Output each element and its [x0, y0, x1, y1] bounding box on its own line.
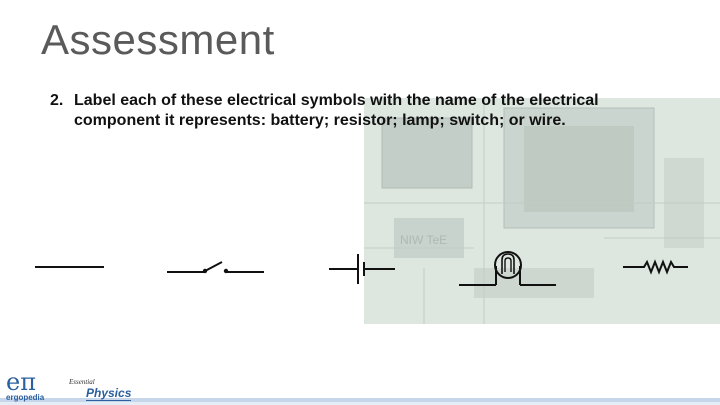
essential-physics-logo — [66, 378, 140, 402]
ergopedia-logo-glyph: eπ — [6, 368, 36, 396]
svg-text:NIW TeE: NIW TeE — [400, 233, 448, 247]
question-number: 2. — [50, 92, 64, 109]
battery-symbol-icon — [328, 252, 398, 286]
question-line-1: Label each of these electrical symbols with the name of the electrical — [74, 92, 599, 109]
resistor-symbol-icon — [622, 259, 690, 275]
essential-physics-logo-small: Essential — [69, 378, 95, 386]
circuit-board-background — [364, 98, 720, 324]
lamp-symbol-icon — [458, 244, 558, 290]
question-line-2: component it represents: battery; resistor; lamp; switch; or wire. — [74, 112, 566, 129]
essential-physics-logo-big: Physics — [86, 386, 132, 400]
switch-symbol-icon — [166, 258, 266, 278]
ergopedia-logo-word: ergopedia — [6, 393, 45, 402]
page-title: Assessment — [41, 16, 275, 63]
question-text — [50, 91, 690, 131]
wire-symbol-icon — [34, 260, 106, 274]
ergopedia-logo — [6, 368, 58, 402]
